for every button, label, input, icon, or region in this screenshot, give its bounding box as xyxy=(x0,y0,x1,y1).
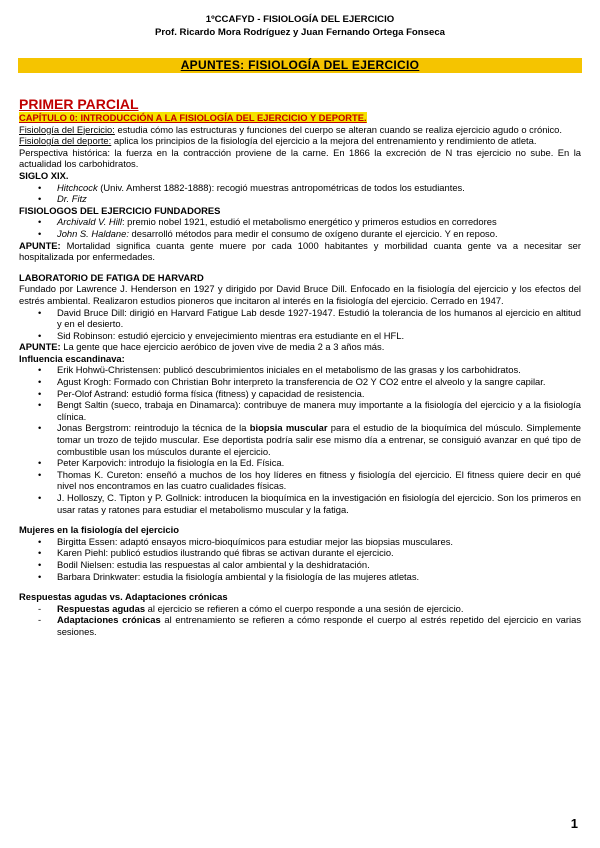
page-number: 1 xyxy=(570,816,578,831)
document-body xyxy=(19,96,581,638)
list-item: • John S. Haldane: desarrolló métodos para medir el consumo de oxígeno durante el ejercicio. Y en reposo. xyxy=(19,228,581,240)
definition-term: Fisiología del deporte: xyxy=(19,135,112,147)
course-header: 1ºCCAFYD - FISIOLOGÍA DEL EJERCICIO xyxy=(205,14,395,25)
founders-list xyxy=(19,216,581,239)
professors-header: Prof. Ricardo Mora Rodríguez y Juan Fernando Ortega Fonseca xyxy=(155,27,445,38)
list-item: • Erik Hohwü-Christensen: publicó descubrimientos iniciales en el metabolismo de las grasas y los carbohidratos. xyxy=(19,364,581,376)
century-heading: SIGLO XIX. xyxy=(19,169,69,181)
historical-perspective: Perspectiva histórica: la fuerza en la contracción proviene de la carne. En 1866 la excreción de N tras ejercicio no sube. En la actualidad los carbohidratos. xyxy=(19,146,581,170)
chapter-heading xyxy=(19,112,581,124)
note-aerobic: APUNTE: La gente que hace ejercicio aeróbico de joven vive de media 2 a 3 años más. xyxy=(19,341,385,353)
section-heading: PRIMER PARCIAL xyxy=(19,96,139,112)
century-list xyxy=(19,182,581,205)
definition-text: aplica los principios de la fisiología del ejercicio a la mejora del entrenamiento y rendimiento de atleta. xyxy=(111,135,537,147)
list-item: - Adaptaciones crónicas al entrenamiento se refieren a cómo responde el cuerpo al estrés repetido del ejercicio en varias sesiones. xyxy=(19,614,581,637)
definition-term: Fisiología del Ejercicio: xyxy=(19,123,115,135)
list-item: • Thomas K. Cureton: enseñó a muchos de los hoy líderes en fitness y fisiología del ejercicio. El fitness quiere decir en qué nivel nos encontramos en las cuatro cualidades físicas. xyxy=(19,469,581,492)
document-title: APUNTES: FISIOLOGÍA DEL EJERCICIO xyxy=(18,58,582,73)
note-mortality: APUNTE: Mortalidad significa cuanta gente muere por cada 1000 habitantes y morbilidad cuanta gente va a necesitar ser hospitalizada por enfermedades. xyxy=(19,239,581,263)
list-item: • Birgitta Essen: adaptó ensayos micro-bioquímicos para estudiar mejor las biopsias musculares. xyxy=(19,536,581,548)
list-item: • Agust Krogh: Formado con Christian Bohr interpreto la transferencia de O2 Y CO2 entre el alveolo y la sangre capilar. xyxy=(19,376,581,388)
list-item: • David Bruce Dill: dirigió en Harvard Fatigue Lab desde 1927-1947. Estudió la tolerancia de los humanos al ejercicio en altitud y en el desierto. xyxy=(19,307,581,330)
harvard-list xyxy=(19,307,581,342)
list-item: • Peter Karpovich: introdujo la fisiología en la Ed. Física. xyxy=(19,457,581,469)
responses-list xyxy=(19,603,581,638)
scandinavian-list xyxy=(19,364,581,515)
women-heading: Mujeres en la fisiología del ejercicio xyxy=(19,524,179,536)
women-list xyxy=(19,536,581,582)
list-item: • Sid Robinson: estudió ejercicio y envejecimiento mientras era estudiante en el HFL. xyxy=(19,330,581,342)
list-item: • J. Holloszy, C. Tipton y P. Gollnick: introducen la bioquímica en la investigación en fisiología del ejercicio. Son los primeros en usar ratas y ratones para estudiar el metabolismo muscular y la fatiga. xyxy=(19,492,581,515)
list-item: • Jonas Bergstrom: reintrodujo la técnica de la biopsia muscular para el estudio de la bioquímica del músculo. Simplemente tomar un trozo de tejido muscular. Ese deportista podría salir ese mismo día a entrenar, se consiguió avanzar en qué tipo de combustible usan los músculos durante el ejercicio. xyxy=(19,422,581,457)
list-item: • Bengt Saltin (sueco, trabaja en Dinamarca): contribuye de manera muy importante a la fisiología del ejercicio y a la fisiología clínica. xyxy=(19,399,581,422)
list-item: • Archivald V. Hill: premio nobel 1921, estudió el metabolismo energético y primeros estudios en corredores xyxy=(19,216,581,228)
list-item: • Karen Piehl: publicó estudios ilustrando qué fibras se activan durante el ejercicio. xyxy=(19,547,581,559)
list-item: • Bodil Nielsen: estudia las respuestas al calor ambiental y la deshidratación. xyxy=(19,559,581,571)
list-item: • Dr. Fitz xyxy=(19,193,581,205)
definition-2 xyxy=(19,135,581,147)
list-item: • Barbara Drinkwater: estudia la fisiología ambiental y la fisiología de las mujeres atletas. xyxy=(19,571,581,583)
harvard-heading: LABORATORIO DE FATIGA DE HARVARD xyxy=(19,271,204,283)
list-item: • Per-Olof Astrand: estudió forma física (fitness) y capacidad de resistencia. xyxy=(19,388,581,400)
harvard-text: Fundado por Lawrence J. Henderson en 1927 y dirigido por David Bruce Dill. Enfocado en la fisiología del ejercicio y los efectos del estrés ambiental. Realizaron estudios pioneros que incitaron al interés en la fisiología del ejercicio. Cerrado en 1947. xyxy=(19,283,581,306)
chapter-title: CAPÍTULO 0: INTRODUCCIÓN A LA FISIOLOGÍA DEL EJERCICIO Y DEPORTE. xyxy=(19,112,367,123)
list-item: - Respuestas agudas al ejercicio se refieren a cómo el cuerpo responde a una sesión de ejercicio. xyxy=(19,603,581,615)
founders-heading: FISIOLOGOS DEL EJERCICIO FUNDADORES xyxy=(19,204,221,216)
scandinavian-heading: Influencia escandinava: xyxy=(19,352,125,364)
definition-text: estudia cómo las estructuras y funciones del cuerpo se alteran cuando se realiza ejercicio agudo o crónico. xyxy=(114,123,563,135)
definition-1 xyxy=(19,124,581,136)
responses-heading: Respuestas agudas vs. Adaptaciones crónicas xyxy=(19,591,228,603)
list-item: • Hitchcock (Univ. Amherst 1882-1888): recogió muestras antropométricas de todos los estudiantes. xyxy=(19,182,581,194)
